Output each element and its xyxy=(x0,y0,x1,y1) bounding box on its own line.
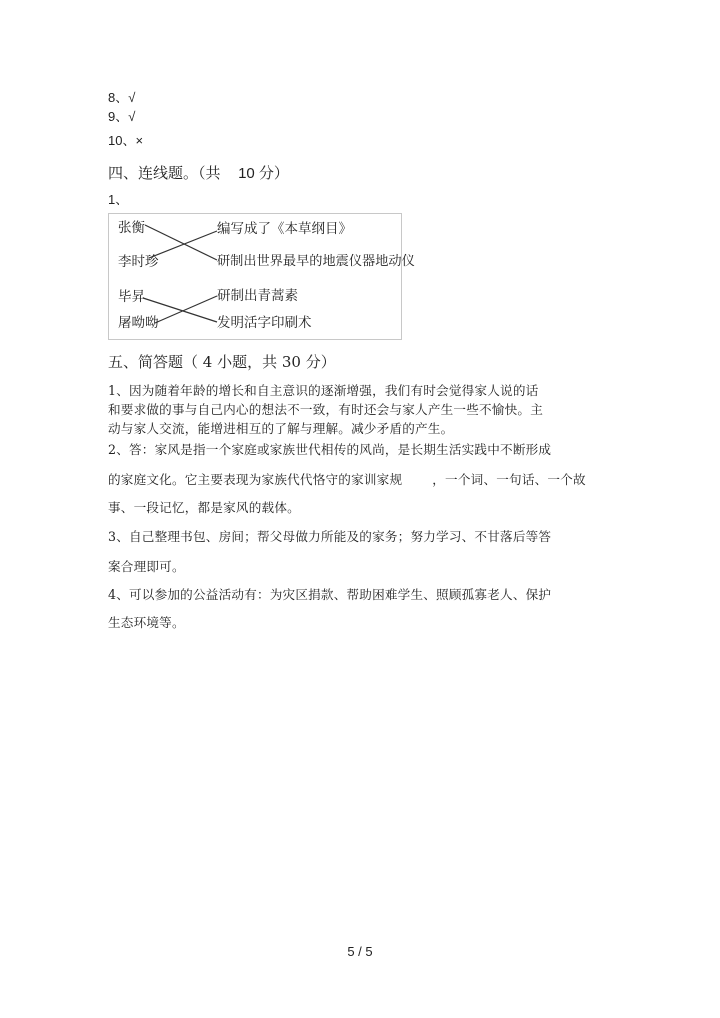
answer-5-2-line-2b: ，一个词、一句话、一个故 xyxy=(432,472,586,487)
answer-8: 8、√ xyxy=(108,90,136,105)
page-number: 5 / 5 xyxy=(347,944,373,959)
left-item-2: 李时珍 xyxy=(118,254,159,270)
answer-5-2-line-3: 事、一段记忆，都是家风的载体。 xyxy=(108,500,300,515)
right-item-2: 研制出世界最早的地震仪器地动仪 xyxy=(217,254,415,269)
answer-9: 9、√ xyxy=(108,109,136,124)
section-5-title: 五、简答题（ 4 小题，共 30 分） xyxy=(108,353,336,371)
answer-5-3-line-1: 3、自己整理书包、房间；帮父母做力所能及的家务；努力学习、不甘落后等答 xyxy=(108,529,552,544)
section-4-item-label: 1、 xyxy=(108,192,129,207)
answer-5-2-line-2a: 的家庭文化。它主要表现为家族代代恪守的家训家规 xyxy=(108,472,403,487)
answer-5-4-line-2: 生态环境等。 xyxy=(108,615,185,630)
answer-5-1-line-2: 和要求做的事与自己内心的想法不一致，有时还会与家人产生一些不愉快。主 xyxy=(108,402,543,417)
right-item-4: 发明活字印刷术 xyxy=(217,315,312,331)
answer-5-3-line-2: 案合理即可。 xyxy=(108,559,185,574)
match-line-2 xyxy=(149,231,217,258)
answer-5-4-line-1: 4、可以参加的公益活动有：为灾区捐款、帮助困难学生、照顾孤寡老人、保护 xyxy=(108,587,552,602)
left-item-3: 毕昇 xyxy=(118,289,145,305)
answer-5-2-line-1: 2、答：家风是指一个家庭或家族世代相传的风尚，是长期生活实践中不断形成 xyxy=(108,442,552,457)
right-item-3: 研制出青蒿素 xyxy=(217,288,298,304)
section-4-title: 四、连线题。（共 xyxy=(108,164,221,182)
left-item-1: 张衡 xyxy=(118,220,145,236)
section-4-heading xyxy=(108,164,289,183)
answer-5-1-line-1: 1、因为随着年龄的增长和自主意识的逐渐增强，我们有时会觉得家人说的话 xyxy=(108,383,539,398)
right-item-1: 编写成了《本草纲目》 xyxy=(217,221,352,237)
answer-5-1-line-3: 动与家人交流，能增进相互的了解与理解。减少矛盾的产生。 xyxy=(108,421,454,436)
answer-5-2-line-2 xyxy=(108,472,586,488)
matching-image xyxy=(108,213,415,340)
section-4-points: 10 分） xyxy=(238,165,289,182)
left-item-4: 屠呦呦 xyxy=(118,315,159,331)
answer-10: 10、× xyxy=(108,133,144,148)
